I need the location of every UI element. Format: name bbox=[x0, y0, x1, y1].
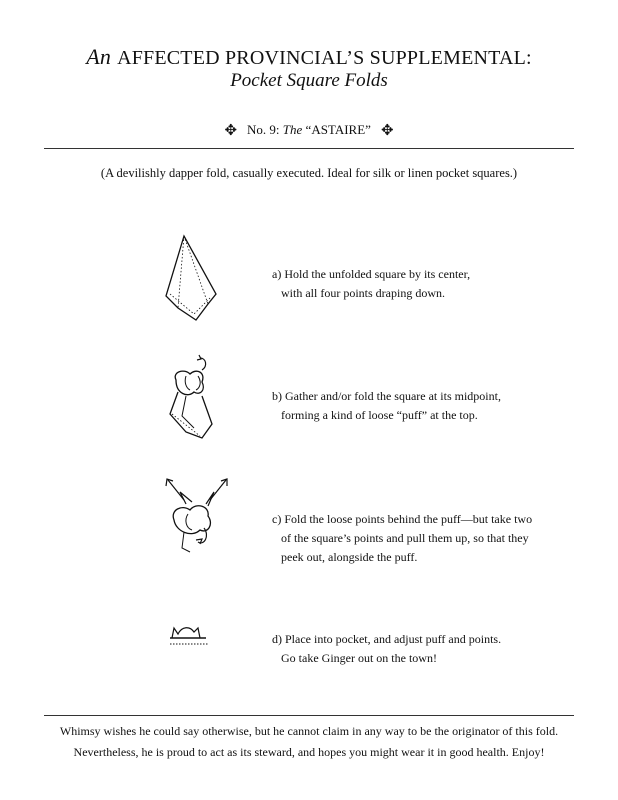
fleuron-icon: ✥ bbox=[224, 123, 238, 139]
step-c-illustration bbox=[150, 470, 250, 570]
intro-text: (A devilishly dapper fold, casually executed. Ideal for silk or linen pocket squares.) bbox=[100, 166, 518, 180]
footer-text bbox=[0, 721, 618, 763]
fleuron-icon: ✥ bbox=[380, 123, 394, 139]
step-b-line1: b) Gather and/or fold the square at its midpoint, bbox=[272, 389, 501, 403]
fold-header bbox=[0, 121, 618, 140]
step-d-line2: Go take Ginger out on the town! bbox=[281, 651, 437, 665]
step-b-illustration bbox=[150, 352, 250, 452]
fold-number: No. 9: bbox=[247, 122, 280, 137]
step-a-line1: a) Hold the unfolded square by its center, bbox=[272, 267, 471, 281]
step-c-line3: peek out, alongside the puff. bbox=[281, 550, 418, 564]
step-d-line1: d) Place into pocket, and adjust puff and points. bbox=[272, 632, 502, 646]
step-d-illustration bbox=[150, 620, 250, 660]
step-b-line2: forming a kind of loose “puff” at the top. bbox=[281, 408, 478, 422]
step-a-text bbox=[272, 265, 572, 303]
footer-line2: Nevertheless, he is proud to act as its steward, and hopes you might wear it in good health. Enjoy! bbox=[73, 745, 545, 759]
step-a-illustration bbox=[150, 228, 250, 328]
step-a-line2: with all four points draping down. bbox=[281, 286, 445, 300]
fold-the: The bbox=[282, 122, 303, 137]
step-c-line1: c) Fold the loose points behind the puff—but take two bbox=[272, 512, 533, 526]
step-b-text bbox=[272, 387, 572, 425]
header-divider bbox=[44, 148, 574, 149]
page-title bbox=[0, 44, 618, 70]
step-c-text bbox=[272, 510, 572, 567]
step-c-line2: of the square’s points and pull them up, so that they bbox=[281, 531, 529, 545]
footer-divider bbox=[44, 715, 574, 716]
step-d-text bbox=[272, 630, 572, 668]
title-main: AFFECTED PROVINCIAL’S SUPPLEMENTAL: bbox=[117, 47, 532, 69]
title-script-word: An bbox=[86, 44, 112, 69]
page-subtitle: Pocket Square Folds bbox=[230, 70, 388, 91]
fold-name: “ASTAIRE” bbox=[305, 122, 371, 137]
footer-line1: Whimsy wishes he could say otherwise, but he cannot claim in any way to be the originator of this fold. bbox=[59, 724, 559, 738]
